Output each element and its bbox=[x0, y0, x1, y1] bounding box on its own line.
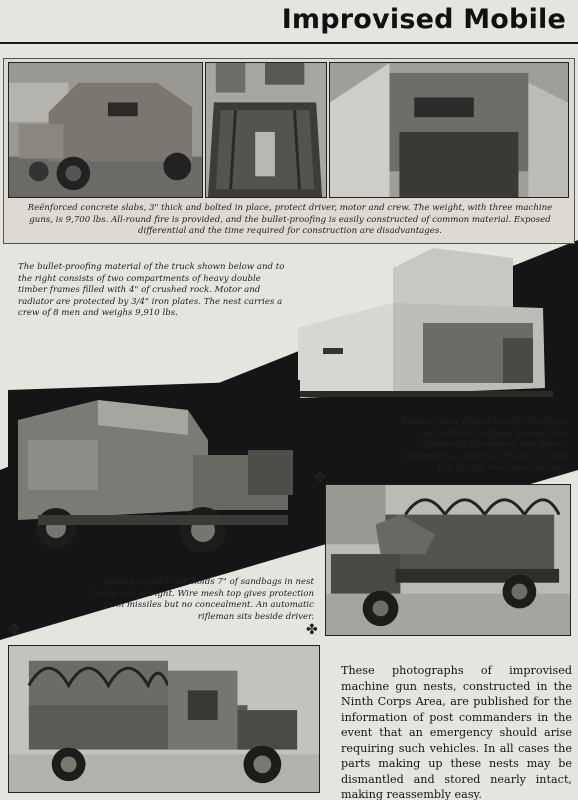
photo-sandbag-truck-side bbox=[325, 484, 571, 636]
photo-concrete-truck bbox=[8, 62, 203, 198]
photo-truck-bed-top-view bbox=[205, 62, 327, 198]
caption-concrete-truck: Reënforced concrete slabs, 3" thick and bolted in place, protect driver, motor and crew. The weight, with three machine guns, is 9,700 lbs. All-round fire is provided, and the bullet-proofing is easily constructed of common material. Exposed differential and the time required for construction are disadvantages. bbox=[27, 203, 553, 237]
ornament-icon: ✤ bbox=[306, 622, 318, 638]
page-title: Improvised Mobile bbox=[281, 4, 566, 35]
photo-timber-nest bbox=[283, 248, 571, 410]
photo-timber-truck bbox=[8, 380, 300, 565]
article-body: These photographs of improvised machine gun nests, constructed in the Ninth Corps Area, are published for the information of post commanders in the event that an emergency should arise requiring such vehicles. In all cases the parts making up these nests may be dismantled and stored nearly intact, making reassembly easy. bbox=[341, 664, 572, 800]
ornament-icon: ✤ bbox=[314, 470, 326, 486]
caption-nest-second-view: Another view of nest at left. There are no facilities for firing upward, the differential is exposed, and time is required to construct. There is 3-way fire for the rear machine gun. bbox=[401, 417, 568, 474]
title-rule bbox=[0, 42, 578, 44]
caption-timber-truck: The bullet-proofing material of the truck shown below and to the right consists of two compartments of heavy double timber frames filled with 4" of crushed rock. Motor and radiator are protected by 3/4" iron plates. The nest carries a crew of 8 men and weighs 9,910 lbs. bbox=[18, 262, 285, 319]
caption-sandbag-truck: Boxing inside truck holds 7" of sandbags in nest below and at right. Wire mesh top gives protection from missiles but no concealment. An automatic rifleman sits beside driver. bbox=[91, 577, 314, 622]
ornament-icon: ✤ bbox=[8, 622, 20, 638]
photo-wire-mesh-truck bbox=[8, 645, 320, 793]
photo-truck-interior bbox=[329, 62, 569, 198]
